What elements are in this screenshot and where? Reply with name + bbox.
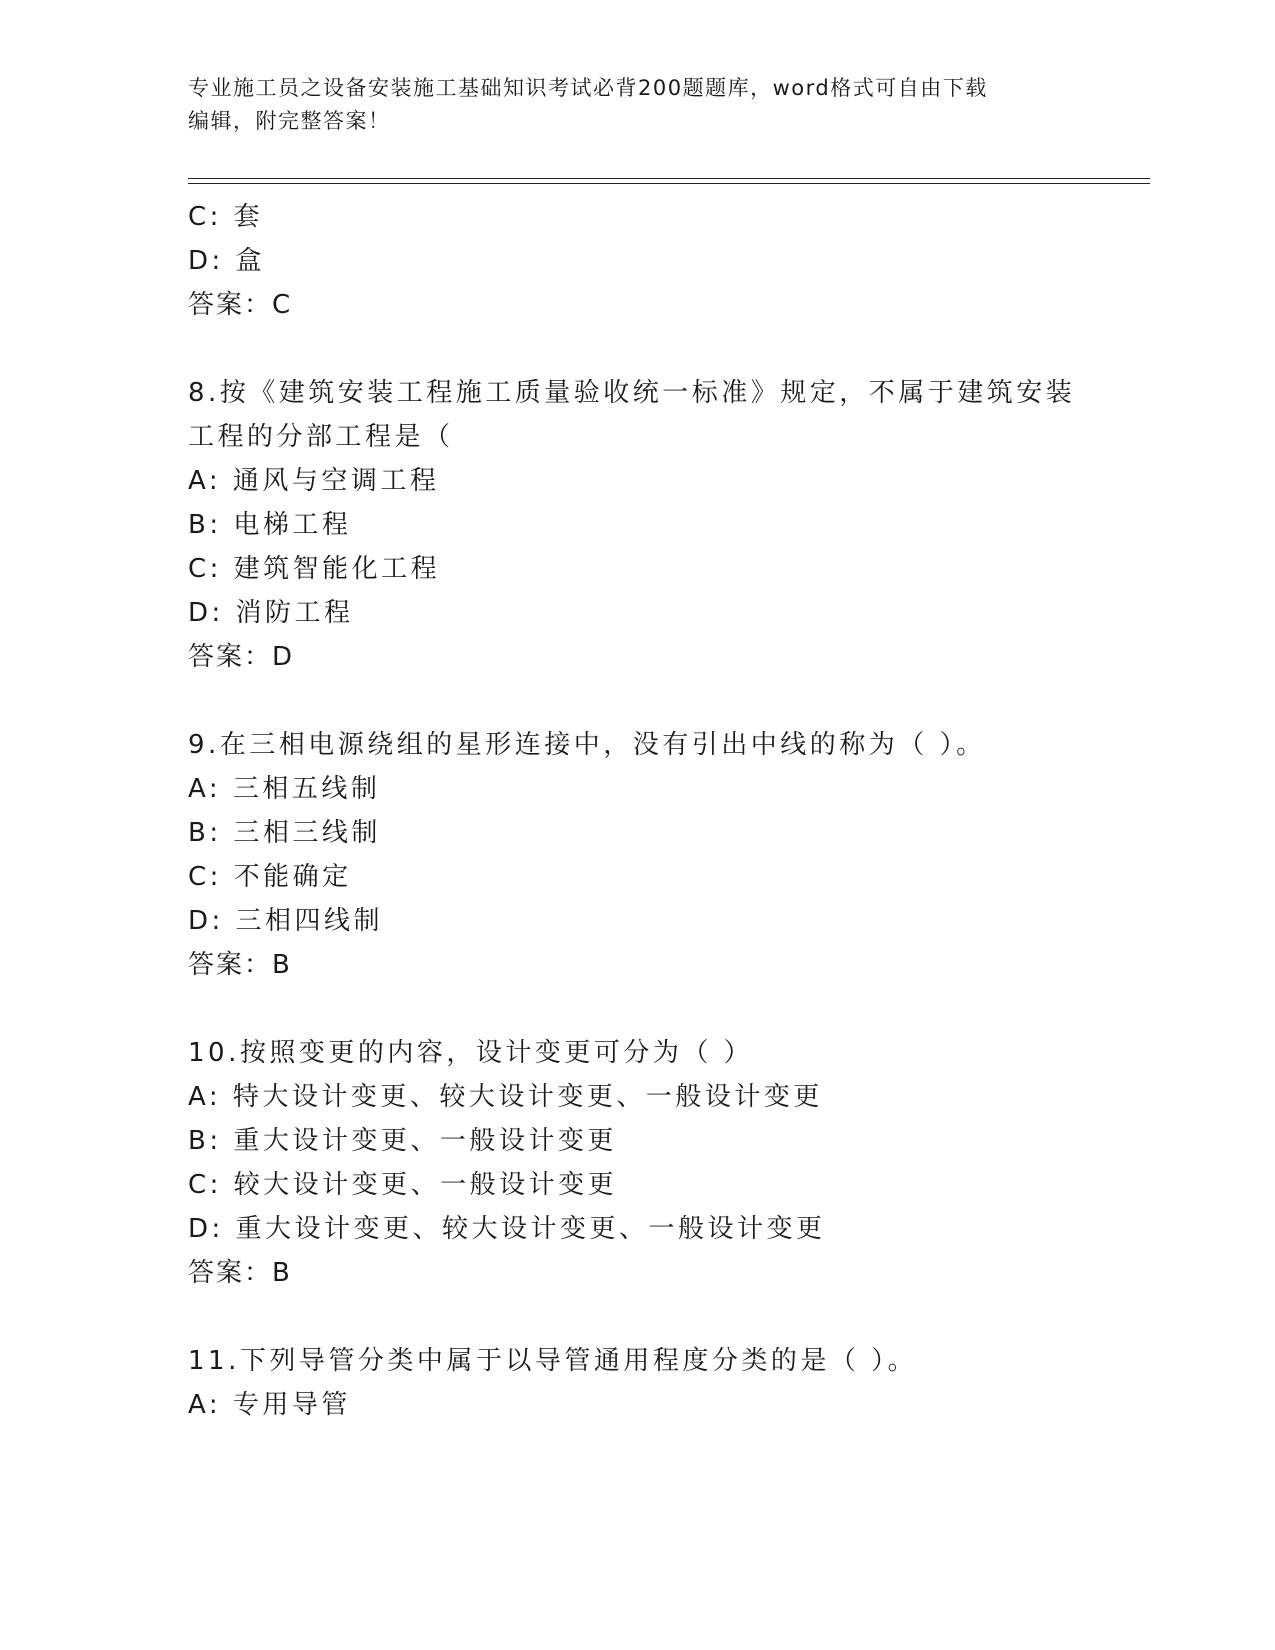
q11-stem: 11.下列导管分类中属于以导管通用程度分类的是（ ）。 [188,1346,918,1376]
q8-option-a: A: 通风与空调工程 [188,466,440,496]
header-line-2: 编辑，附完整答案！ [188,109,391,133]
q9-option-c: C: 不能确定 [188,862,352,892]
q8-option-c: C: 建筑智能化工程 [188,554,441,584]
q8-option-b: B: 电梯工程 [188,510,352,540]
header-divider-top [188,178,1150,179]
q10-option-b: B: 重大设计变更、一般设计变更 [188,1126,617,1156]
q10-answer: 答案：B [188,1258,292,1288]
q8-answer: 答案：D [188,642,295,672]
q8-option-d: D: 消防工程 [188,598,354,628]
q7-option-c: C: 套 [188,202,264,232]
header-line-1: 专业施工员之设备安装施工基础知识考试必背200题题库，word格式可自由下载 [188,76,988,100]
q10-option-c: C: 较大设计变更、一般设计变更 [188,1170,618,1200]
q7-answer: 答案：C [188,290,293,320]
q11-option-a: A: 专用导管 [188,1390,351,1420]
q7-option-d: D: 盒 [188,246,266,276]
q9-option-d: D: 三相四线制 [188,906,384,936]
document-header [188,72,1088,138]
header-divider-bottom [188,183,1150,184]
q8-stem-line-2: 工程的分部工程是（ [188,422,454,452]
q10-option-d: D: 重大设计变更、较大设计变更、一般设计变更 [188,1214,826,1244]
q9-option-a: A: 三相五线制 [188,774,381,804]
q10-option-a: A: 特大设计变更、较大设计变更、一般设计变更 [188,1082,823,1112]
q8-stem-line-1: 8.按《建筑安装工程施工质量验收统一标准》规定，不属于建筑安装 [188,378,1076,408]
q9-option-b: B: 三相三线制 [188,818,381,848]
q10-stem: 10.按照变更的内容，设计变更可分为（ ） [188,1038,754,1068]
q9-answer: 答案：B [188,950,292,980]
q9-stem: 9.在三相电源绕组的星形连接中，没有引出中线的称为（ ）。 [188,730,986,760]
